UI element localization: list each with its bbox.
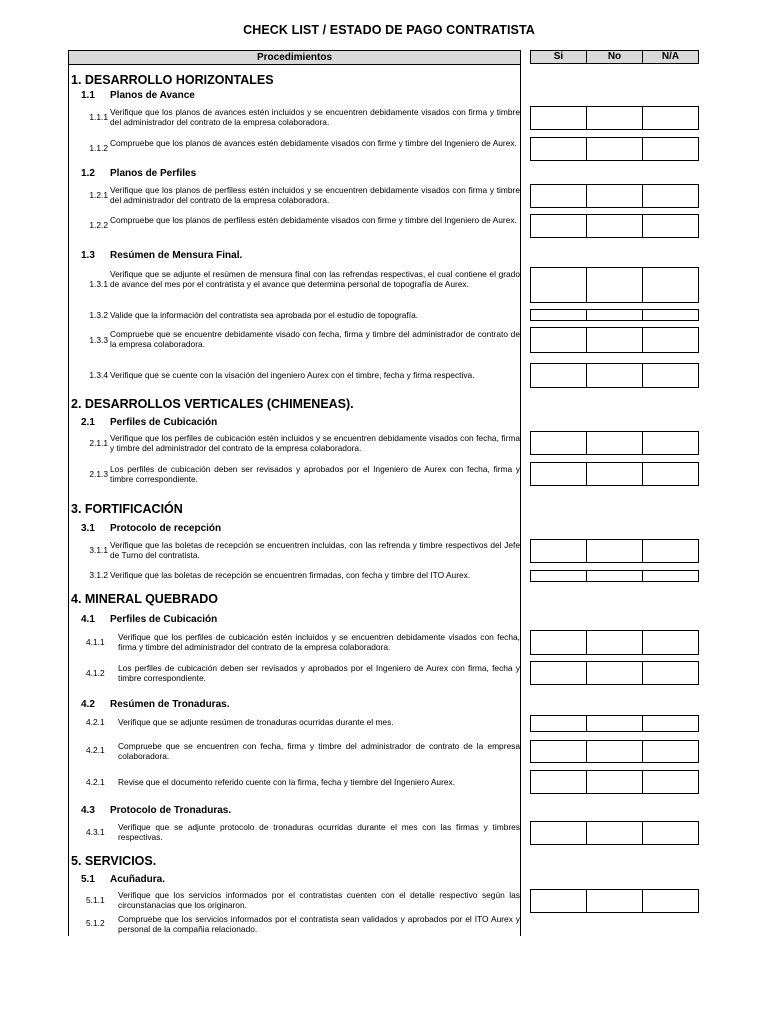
item-text: Verifique que se adjunte protocolo de tronaduras ocurridas durante el mes con las firmas y timbres respectivas.: [118, 822, 520, 842]
no-checkbox[interactable]: [586, 571, 642, 581]
na-checkbox[interactable]: [642, 268, 698, 302]
subsection-number: 1.1: [81, 90, 95, 101]
na-checkbox[interactable]: [642, 138, 698, 160]
na-checkbox[interactable]: [642, 662, 698, 684]
answer-boxes: [530, 184, 699, 208]
no-header: No: [586, 51, 642, 63]
subsection-number: 4.3: [81, 805, 95, 816]
item-text: Revise que el documento referido cuente con la firma, fecha y tiembre del Ingeniero Aurex.: [118, 777, 456, 787]
no-checkbox[interactable]: [586, 185, 642, 207]
no-checkbox[interactable]: [586, 741, 642, 762]
subsection-label: Perfiles de Cubicación: [110, 417, 218, 428]
item-text: Compruebe que se encuentren con fecha, firma y timbre del administrador de contrato de la empresa colaboradora.: [118, 741, 520, 761]
item-number: 4.2.1: [86, 777, 105, 787]
na-checkbox[interactable]: [642, 716, 698, 731]
section-title: 1. DESARROLLO HORIZONTALES: [71, 73, 274, 87]
subsection-number: 1.3: [81, 250, 95, 261]
na-checkbox[interactable]: [642, 771, 698, 793]
item-text: Valide que la información del contratista sea aprobada por el estudio de topografía.: [110, 310, 419, 320]
na-header: N/A: [642, 51, 698, 63]
si-checkbox[interactable]: [531, 890, 586, 912]
na-checkbox[interactable]: [642, 741, 698, 762]
item-text: Verifique que los planos de avances estén incluidos y se encuentren debidamente visados con firma y timbre del administrador del contrato de la empresa colaboradora.: [110, 107, 520, 127]
answer-boxes: [530, 821, 699, 845]
item-number: 4.1.2: [86, 668, 105, 678]
item-text: Verifique que las boletas de recepción se encuentren incluidas, con las refrenda y timbre respectivos del Jefe de Turno del contratista.: [110, 540, 520, 560]
si-checkbox[interactable]: [531, 185, 586, 207]
no-checkbox[interactable]: [586, 215, 642, 237]
item-text: Compruebe que los planos de avances estén debidamente visados con firme y timbre del Ingeniero de Aurex.: [110, 138, 517, 148]
si-checkbox[interactable]: [531, 268, 586, 302]
item-number: 1.3.4: [89, 370, 108, 380]
item-number: 3.1.1: [89, 545, 108, 555]
answer-boxes: [530, 106, 699, 130]
subsection-label: Perfiles de Cubicación: [110, 614, 218, 625]
answer-boxes: [530, 363, 699, 388]
answer-boxes: [530, 889, 699, 913]
subsection-label: Resúmen de Tronaduras.: [110, 699, 230, 710]
no-checkbox[interactable]: [586, 716, 642, 731]
si-checkbox[interactable]: [531, 741, 586, 762]
si-checkbox[interactable]: [531, 328, 586, 352]
subsection-label: Protocolo de recepción: [110, 523, 222, 534]
item-text: Verifique que se cuente con la visación del ingeniero Aurex con el timbre, fecha y firma respectiva.: [110, 370, 475, 380]
answer-boxes: [530, 309, 699, 321]
na-checkbox[interactable]: [642, 890, 698, 912]
no-checkbox[interactable]: [586, 310, 642, 320]
na-checkbox[interactable]: [642, 432, 698, 454]
no-checkbox[interactable]: [586, 268, 642, 302]
item-number: 5.1.2: [86, 918, 105, 928]
subsection-label: Acuñadura.: [110, 874, 166, 885]
item-number: 1.1.2: [89, 143, 108, 153]
no-checkbox[interactable]: [586, 662, 642, 684]
si-checkbox[interactable]: [531, 215, 586, 237]
item-number: 4.3.1: [86, 827, 105, 837]
subsection-label: Resúmen de Mensura Final.: [110, 250, 243, 261]
na-checkbox[interactable]: [642, 364, 698, 387]
answer-boxes: [530, 630, 699, 655]
subsection-label: Planos de Perfiles: [110, 168, 197, 179]
na-checkbox[interactable]: [642, 822, 698, 844]
answer-boxes: [530, 267, 699, 303]
subsection-number: 5.1: [81, 874, 95, 885]
answer-boxes: [530, 137, 699, 161]
si-checkbox[interactable]: [531, 364, 586, 387]
item-number: 5.1.1: [86, 895, 105, 905]
na-checkbox[interactable]: [642, 571, 698, 581]
si-checkbox[interactable]: [531, 631, 586, 654]
na-checkbox[interactable]: [642, 185, 698, 207]
answer-boxes: [530, 661, 699, 685]
si-checkbox[interactable]: [531, 432, 586, 454]
item-text: Compruebe que se encuentre debidamente visado con fecha, firma y timbre del administrador de contrato de la empresa colaboradora.: [110, 329, 520, 349]
si-checkbox[interactable]: [531, 107, 586, 129]
si-checkbox[interactable]: [531, 662, 586, 684]
item-number: 2.1.3: [89, 469, 108, 479]
item-text: Los perfiles de cubicación deben ser revisados y aprobados por el Ingeniero de Aurex con fecha, firma y timbre correspondiente.: [110, 464, 520, 484]
item-number: 1.3.1: [89, 279, 108, 289]
subsection-number: 2.1: [81, 417, 95, 428]
item-text: Compruebe que los planos de perfiless estén debidamente visados con firme y timbre del Ingeniero de Aurex.: [110, 215, 517, 225]
no-checkbox[interactable]: [586, 463, 642, 485]
procedures-header: Procedimientos: [69, 51, 520, 65]
na-checkbox[interactable]: [642, 540, 698, 562]
answer-columns-header: [530, 50, 699, 64]
subsection-label: Planos de Avance: [110, 90, 195, 101]
no-checkbox[interactable]: [586, 328, 642, 352]
si-checkbox[interactable]: [531, 822, 586, 844]
answer-boxes: [530, 539, 699, 563]
si-checkbox[interactable]: [531, 138, 586, 160]
section-title: 3. FORTIFICACIÓN: [71, 502, 183, 516]
answer-boxes: [530, 570, 699, 582]
item-text: Verifique que las boletas de recepción se encuentren firmadas, con fecha y timbre del ITO Aurex.: [110, 570, 471, 580]
item-text: Verifique que se adjunte resúmen de tronaduras ocurridas durante el mes.: [118, 717, 394, 727]
na-checkbox[interactable]: [642, 215, 698, 237]
section-title: 2. DESARROLLOS VERTICALES (CHIMENEAS).: [71, 397, 354, 411]
procedures-column-frame: [68, 50, 521, 936]
answer-boxes: [530, 770, 699, 794]
no-checkbox[interactable]: [586, 107, 642, 129]
subsection-label: Protocolo de Tronaduras.: [110, 805, 232, 816]
item-number: 3.1.2: [89, 570, 108, 580]
si-checkbox[interactable]: [531, 463, 586, 485]
na-checkbox[interactable]: [642, 631, 698, 654]
answer-boxes: [530, 715, 699, 732]
item-text: Verifique que los planos de perfiless estén incluidos y se encuentren debidamente visados con firma y timbre del administrador del contrato de la empresa colaboradora.: [110, 185, 520, 205]
no-checkbox[interactable]: [586, 432, 642, 454]
subsection-number: 1.2: [81, 168, 95, 179]
answer-boxes: [530, 740, 699, 763]
no-checkbox[interactable]: [586, 540, 642, 562]
item-text: Verifique que los perfiles de cubicación estén incluidos y se encuentren debidamente visados con fecha, firma y timbre del administrador del contrato de la empresa colaboradora.: [118, 632, 520, 652]
item-text: Compruebe que los servicios informados por el contratista sean validados y aprobados por el ITO Aurex y personal de la compañia relacionado.: [118, 914, 520, 934]
answer-boxes: [530, 462, 699, 486]
na-checkbox[interactable]: [642, 463, 698, 485]
si-checkbox[interactable]: [531, 310, 586, 320]
subsection-number: 4.2: [81, 699, 95, 710]
section-title: 5. SERVICIOS.: [71, 854, 157, 868]
si-checkbox[interactable]: [531, 571, 586, 581]
no-checkbox[interactable]: [586, 138, 642, 160]
no-checkbox[interactable]: [586, 822, 642, 844]
item-number: 1.2.1: [89, 190, 108, 200]
item-text: Verifique que los servicios informados por el contratistas cuenten con el detalle respectivo según las circunstanacias que los originaron.: [118, 890, 520, 910]
document-title: CHECK LIST / ESTADO DE PAGO CONTRATISTA: [243, 23, 535, 37]
no-checkbox[interactable]: [586, 771, 642, 793]
item-text: Verifique que se adjunte el resúmen de mensura final con las refrendas respectivas, el cual contiene el grado de avance del mes por el contratista y el avance que determina personal de topografía de Aurex.: [110, 269, 520, 289]
si-checkbox[interactable]: [531, 540, 586, 562]
subsection-number: 4.1: [81, 614, 95, 625]
item-number: 1.3.3: [89, 335, 108, 345]
item-number: 4.2.1: [86, 717, 105, 727]
subsection-number: 3.1: [81, 523, 95, 534]
item-number: 1.3.2: [89, 310, 108, 320]
section-title: 4. MINERAL QUEBRADO: [71, 592, 219, 606]
item-number: 2.1.1: [89, 438, 108, 448]
no-checkbox[interactable]: [586, 631, 642, 654]
na-checkbox[interactable]: [642, 328, 698, 352]
na-checkbox[interactable]: [642, 107, 698, 129]
item-number: 1.1.1: [89, 112, 108, 122]
answer-boxes: [530, 327, 699, 353]
item-number: 4.1.1: [86, 637, 105, 647]
no-checkbox[interactable]: [586, 890, 642, 912]
answer-boxes: [530, 431, 699, 455]
item-number: 4.2.1: [86, 745, 105, 755]
na-checkbox[interactable]: [642, 310, 698, 320]
si-checkbox[interactable]: [531, 716, 586, 731]
item-number: 1.2.2: [89, 220, 108, 230]
answer-boxes: [530, 214, 699, 238]
si-header: Si: [553, 51, 564, 62]
no-checkbox[interactable]: [586, 364, 642, 387]
item-text: Los perfiles de cubicación deben ser revisados y aprobados por el Ingeniero de Aurex con firma, fecha y timbre correspondiente.: [118, 663, 520, 683]
si-checkbox[interactable]: [531, 771, 586, 793]
item-text: Verifique que los perfiles de cubicación estén incluidos y se encuentren debidamente visados con fecha, firma y timbre del administrador del contrato de la empresa colaboradora.: [110, 433, 520, 453]
